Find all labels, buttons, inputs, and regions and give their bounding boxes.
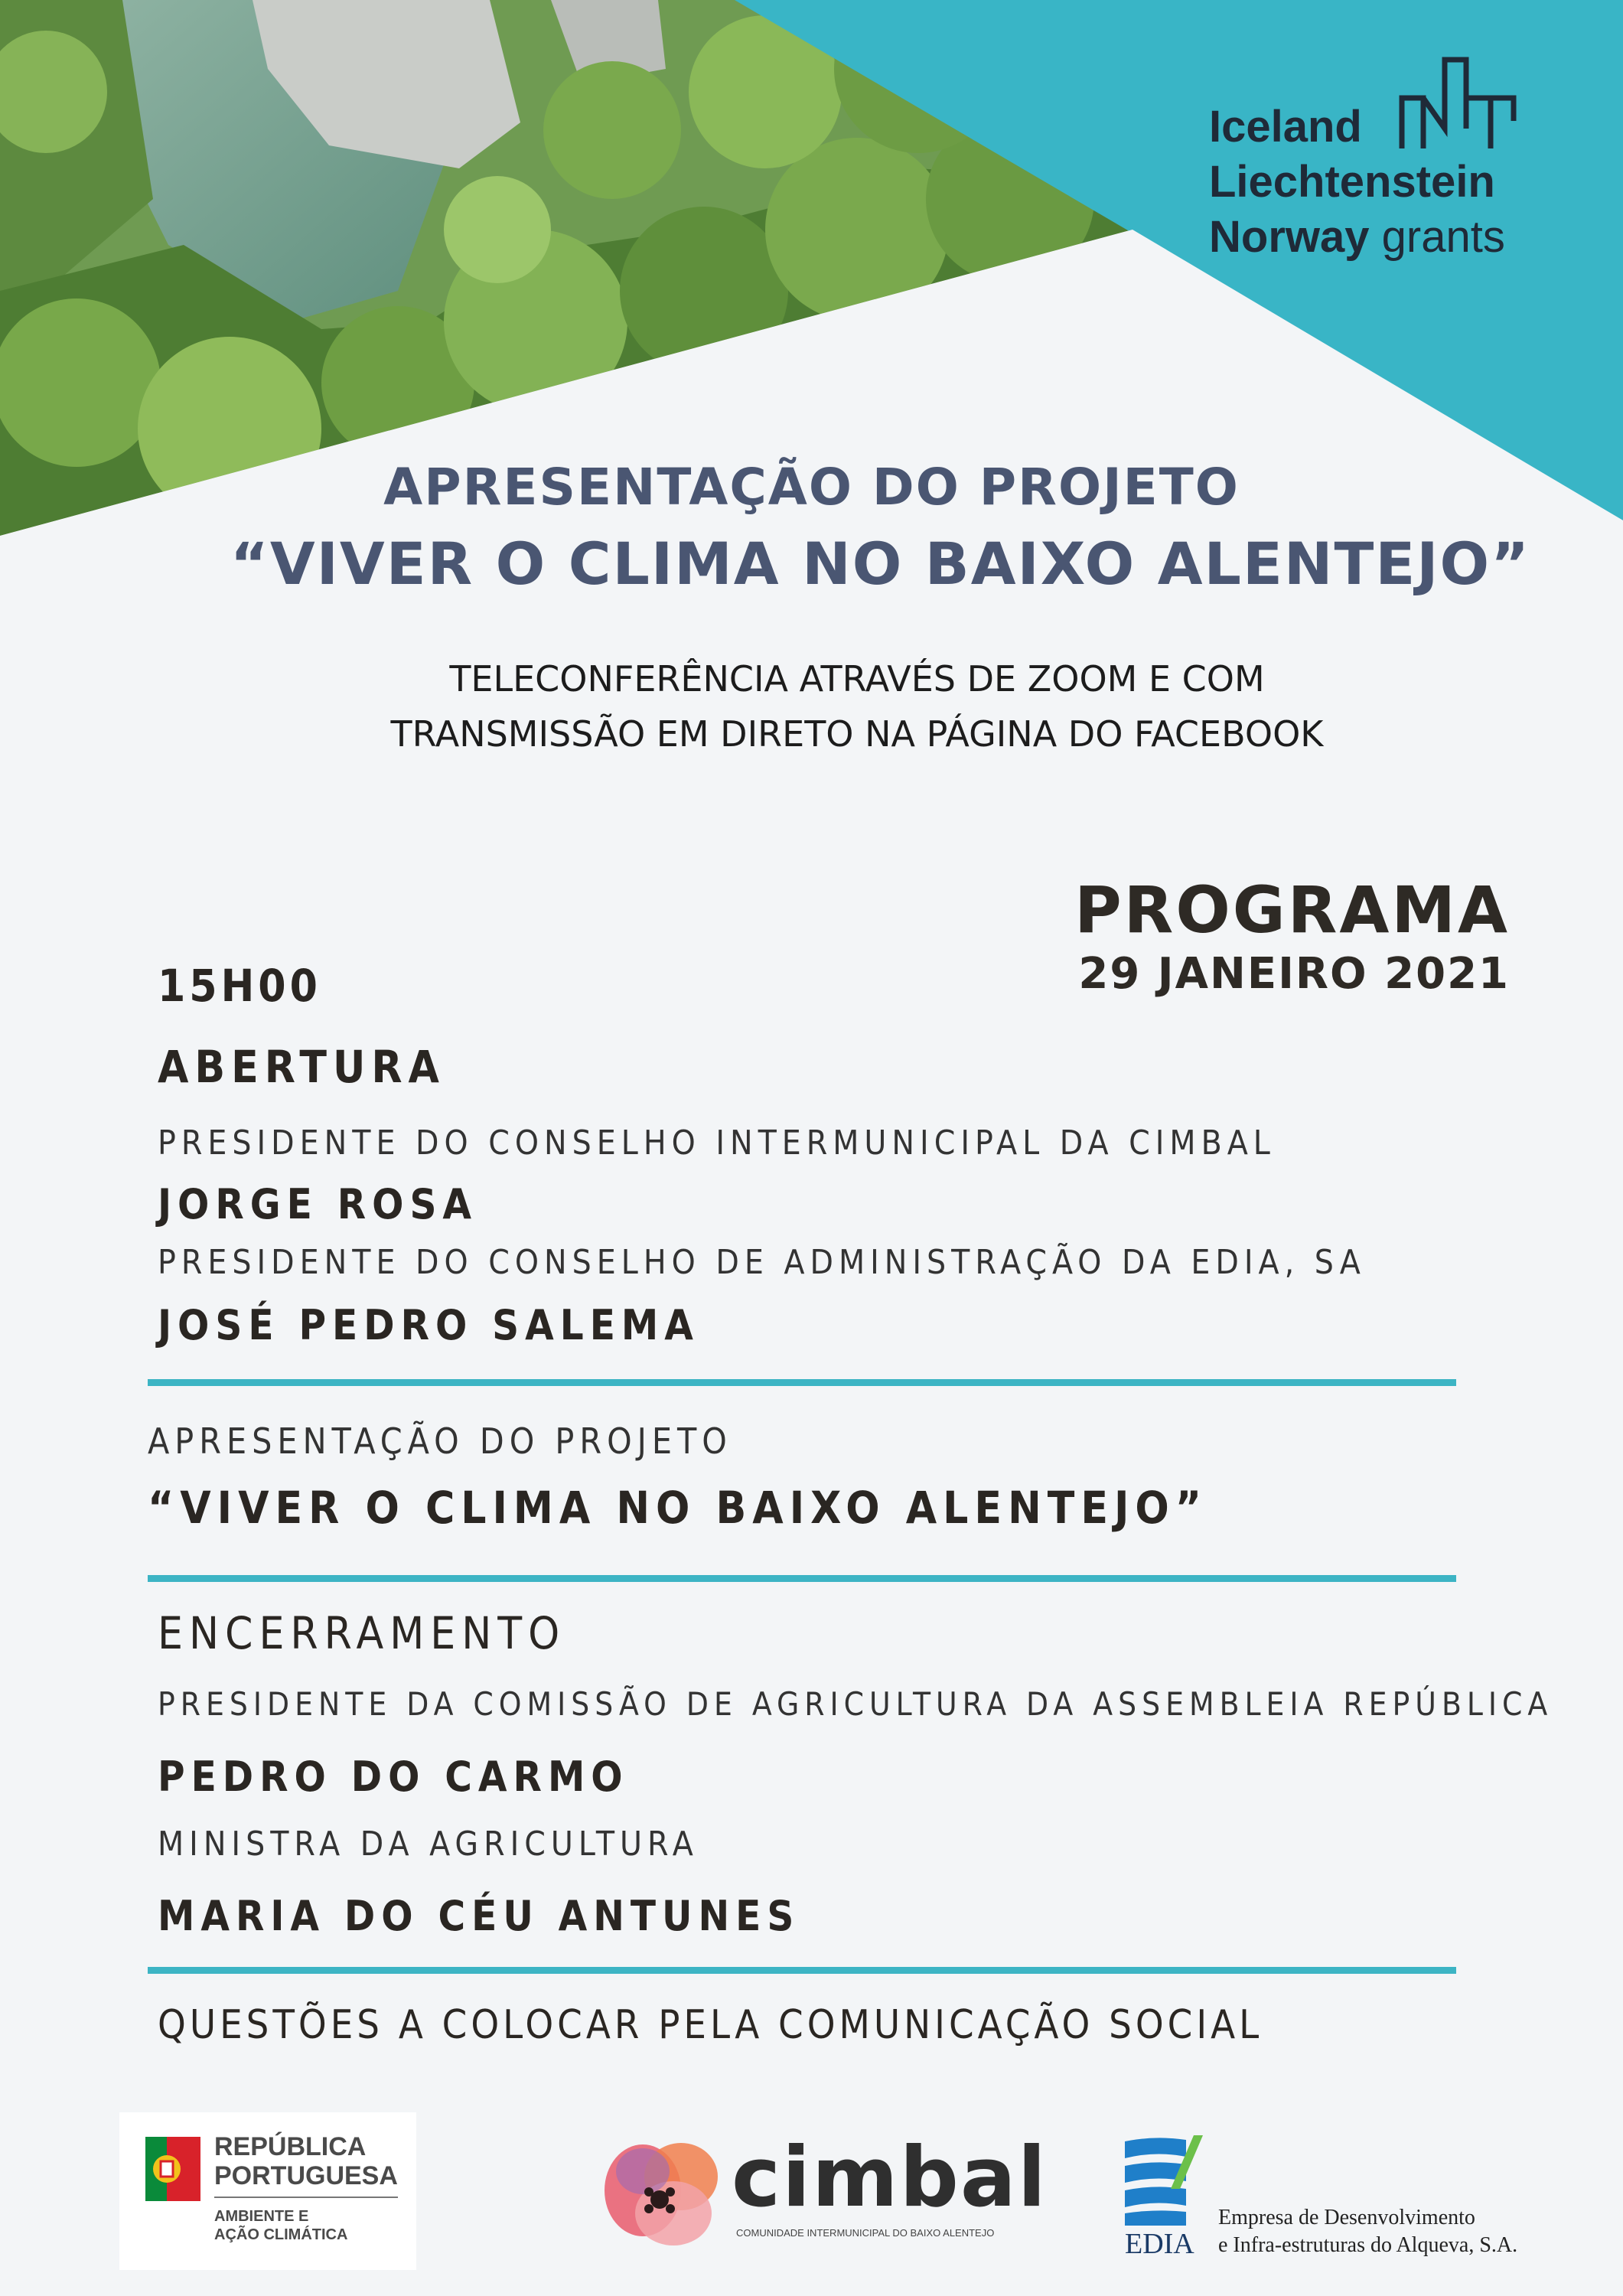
name-maria-do-ceu-antunes: MARIA DO CÉU ANTUNES	[158, 1892, 800, 1940]
edia-fullname	[1218, 2204, 1517, 2259]
programa-date: 29 JANEIRO 2021	[1078, 949, 1510, 999]
presentation-label: APRESENTAÇÃO DO PROJETO	[148, 1420, 732, 1462]
role-edia: PRESIDENTE DO CONSELHO DE ADMINISTRAÇÃO DA EDIA, SA	[158, 1243, 1366, 1282]
subtitle-line2: TRANSMISSÃO EM DIRETO NA PÁGINA DO FACEBOOK	[390, 713, 1324, 755]
republica-divider	[214, 2197, 398, 2198]
title-line2: “VIVER O CLIMA NO BAIXO ALENTEJO”	[230, 530, 1531, 598]
portugal-flag-icon	[145, 2137, 200, 2201]
cimbal-tagline: COMUNIDADE INTERMUNICIPAL DO BAIXO ALENTEJO	[736, 2227, 995, 2239]
republica-line1: REPÚBLICA	[214, 2132, 367, 2161]
agenda-time: 15H00	[158, 960, 321, 1012]
edia-line2: e Infra-estruturas do Alqueva, S.A.	[1218, 2233, 1518, 2257]
name-pedro-do-carmo: PEDRO DO CARMO	[158, 1753, 629, 1801]
ministry-line1: AMBIENTE E	[214, 2208, 309, 2225]
role-assembleia: PRESIDENTE DA COMISSÃO DE AGRICULTURA DA ASSEMBLEIA REPÚBLICA	[158, 1685, 1553, 1723]
grants-line-iceland: Iceland	[1209, 102, 1362, 152]
grants-mark-icon	[1399, 52, 1521, 152]
edia-short: EDIA	[1125, 2228, 1194, 2260]
agenda-abertura: ABERTURA	[158, 1041, 445, 1093]
grants-line-norway: Norway grants	[1209, 212, 1505, 262]
agenda-encerramento: ENCERRAMENTO	[158, 1607, 566, 1659]
presentation-title: “VIVER O CLIMA NO BAIXO ALENTEJO”	[148, 1482, 1208, 1534]
divider-2	[148, 1575, 1456, 1582]
cimbal-poppy-icon	[597, 2129, 727, 2252]
divider-3	[148, 1967, 1456, 1974]
republica-portuguesa-logo	[119, 2112, 416, 2270]
subtitle-line1: TELECONFERÊNCIA ATRAVÉS DE ZOOM E COM	[449, 658, 1265, 700]
ministry-line2: AÇÃO CLIMÁTICA	[214, 2226, 348, 2243]
role-cimbal: PRESIDENTE DO CONSELHO INTERMUNICIPAL DA CIMBAL	[158, 1124, 1276, 1163]
name-jose-pedro-salema: JOSÉ PEDRO SALEMA	[158, 1301, 699, 1349]
programa-label: PROGRAMA	[1074, 872, 1510, 947]
grants-line-liechtenstein: Liechtenstein	[1209, 157, 1495, 207]
cimbal-wordmark: cimbal	[732, 2130, 1048, 2226]
edia-emblem-icon	[1125, 2135, 1206, 2227]
republica-line2: PORTUGUESA	[214, 2161, 398, 2190]
divider-1	[148, 1379, 1456, 1386]
questions-note: QUESTÕES A COLOCAR PELA COMUNICAÇÃO SOCIAL	[158, 2002, 1263, 2048]
role-ministra: MINISTRA DA AGRICULTURA	[158, 1825, 699, 1864]
name-jorge-rosa: JORGE ROSA	[158, 1180, 478, 1228]
edia-line1: Empresa de Desenvolvimento	[1218, 2206, 1475, 2229]
title-line1: APRESENTAÇÃO DO PROJETO	[383, 458, 1240, 517]
